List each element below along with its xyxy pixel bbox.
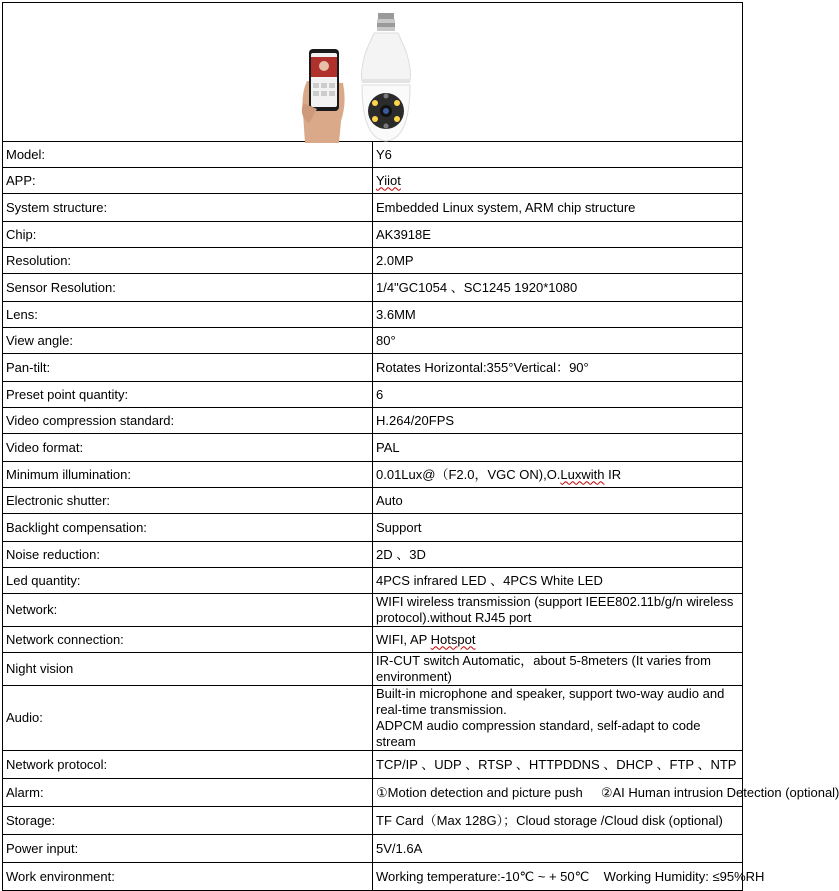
spec-value-line: ADPCM audio compression standard, self-adapt to code stream [376, 718, 701, 749]
spec-value: 6 [373, 382, 743, 408]
spec-label: Minimum illumination: [3, 462, 373, 488]
spec-label: Storage: [3, 807, 373, 835]
spec-value: H.264/20FPS [373, 408, 743, 434]
spec-label: Chip: [3, 222, 373, 248]
spec-row-night-vision [3, 653, 743, 686]
spec-value: Y6 [373, 142, 743, 168]
spec-value: 3.6MM [373, 302, 743, 328]
spec-value: 80° [373, 328, 743, 354]
spec-value: 4PCS infrared LED 、4PCS White LED [373, 568, 743, 594]
spec-row-model [3, 142, 743, 168]
spec-row-network-connection [3, 627, 743, 653]
spec-label: Video format: [3, 434, 373, 462]
spec-sheet [2, 2, 839, 891]
spec-label: Noise reduction: [3, 542, 373, 568]
spec-label: System structure: [3, 194, 373, 222]
spec-row-alarm [3, 779, 743, 807]
spec-row-lens [3, 302, 743, 328]
spec-value-text: 0.01Lux@（F2.0，VGC ON),O. [376, 466, 561, 482]
spec-row-resolution [3, 248, 743, 274]
spec-label: Electronic shutter: [3, 488, 373, 514]
spec-table [2, 2, 839, 891]
spec-row-app [3, 168, 743, 194]
product-image-cell [3, 3, 743, 142]
spec-value [373, 462, 743, 488]
spec-label: Sensor Resolution: [3, 274, 373, 302]
spec-row-noise-reduction [3, 542, 743, 568]
spec-value: Support [373, 514, 743, 542]
spec-row-chip [3, 222, 743, 248]
spec-value: 5V/1.6A [373, 835, 743, 863]
spec-row-network-protocol [3, 751, 743, 779]
spec-value: 2.0MP [373, 248, 743, 274]
spec-row-storage [3, 807, 743, 835]
spec-value: 2D 、3D [373, 542, 743, 568]
spec-label: Audio: [3, 686, 373, 751]
spec-row-pan-tilt [3, 354, 743, 382]
spec-value-text-flagged: Hotspot [430, 631, 476, 647]
spec-label: Backlight compensation: [3, 514, 373, 542]
spec-value-line: Built-in microphone and speaker, support two-way audio and real-time transmission. [376, 686, 725, 717]
spec-label: Network protocol: [3, 751, 373, 779]
spec-value: TF Card（Max 128G）；Cloud storage /Cloud disk (optional) [373, 807, 743, 835]
spec-value: IR-CUT switch Automatic，about 5-8meters (It varies from environment) [373, 653, 743, 686]
spec-value: ①Motion detection and picture push ②AI Human intrusion Detection (optional) [373, 779, 743, 807]
spec-label: Model: [3, 142, 373, 168]
spec-label: APP: [3, 168, 373, 194]
spec-row-preset-point-quantity [3, 382, 743, 408]
spec-row-minimum-illumination [3, 462, 743, 488]
spec-label: Pan-tilt: [3, 354, 373, 382]
spec-label: Alarm: [3, 779, 373, 807]
spec-label: Video compression standard: [3, 408, 373, 434]
bulb-camera-image [356, 11, 416, 143]
spec-label: Power input: [3, 835, 373, 863]
spec-label: View angle: [3, 328, 373, 354]
spec-value: Rotates Horizontal:355°Vertical：90° [373, 354, 743, 382]
spec-value: PAL [373, 434, 743, 462]
spec-row-sensor-resolution [3, 274, 743, 302]
spec-value: TCP/IP 、UDP 、RTSP 、HTTPDDNS 、DHCP 、FTP 、NTP [373, 751, 743, 779]
spec-label: Led quantity: [3, 568, 373, 594]
spec-value: AK3918E [373, 222, 743, 248]
spec-value-text: WIFI, AP [376, 631, 431, 647]
spec-value: WIFI wireless transmission (support IEEE802.11b/g/n wireless protocol).without RJ45 port [373, 594, 743, 627]
product-image [6, 3, 751, 141]
spec-row-video-compression [3, 408, 743, 434]
spec-row-video-format [3, 434, 743, 462]
spec-value: Working temperature:-10℃ ~ + 50℃ Working Humidity: ≤95%RH [373, 863, 743, 891]
spec-row-backlight-compensation [3, 514, 743, 542]
phone-in-hand-image [299, 43, 349, 143]
spec-value-text-flagged: Luxwith [560, 466, 605, 482]
spec-row-power-input [3, 835, 743, 863]
spec-value: 1/4"GC1054 、SC1245 1920*1080 [373, 274, 743, 302]
spec-value [373, 168, 743, 194]
spec-label: Resolution: [3, 248, 373, 274]
product-image-row [3, 3, 743, 142]
spec-row-network [3, 594, 743, 627]
spec-label: Night vision [3, 653, 373, 686]
spec-row-led-quantity [3, 568, 743, 594]
spec-label: Lens: [3, 302, 373, 328]
spec-row-audio [3, 686, 743, 751]
spec-row-system-structure [3, 194, 743, 222]
spec-value [373, 627, 743, 653]
spec-row-electronic-shutter [3, 488, 743, 514]
spec-label: Network: [3, 594, 373, 627]
spec-value-text: IR [604, 466, 622, 482]
spec-row-view-angle [3, 328, 743, 354]
spec-label: Network connection: [3, 627, 373, 653]
spec-label: Work environment: [3, 863, 373, 891]
spec-label: Preset point quantity: [3, 382, 373, 408]
spec-value-text: Yiiot [376, 172, 401, 188]
spec-value [373, 686, 743, 751]
spec-value: Auto [373, 488, 743, 514]
spec-value: Embedded Linux system, ARM chip structure [373, 194, 743, 222]
spec-row-work-environment [3, 863, 743, 891]
